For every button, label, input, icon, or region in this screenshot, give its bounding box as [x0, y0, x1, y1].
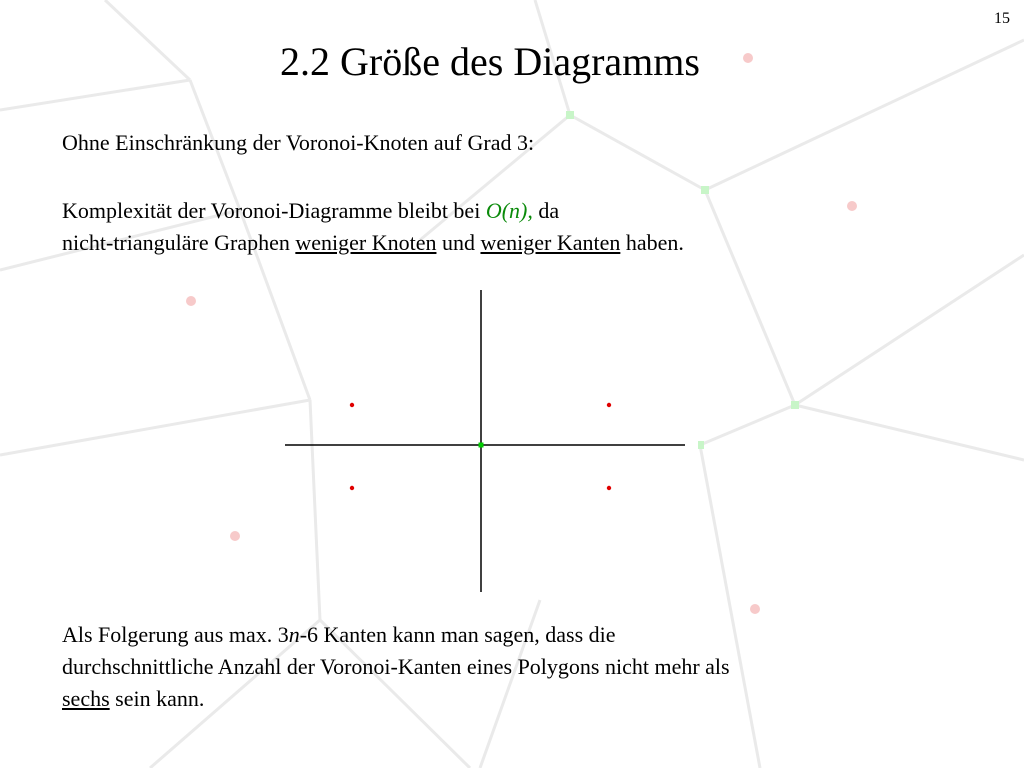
conclusion-line2: durchschnittliche Anzahl der Voronoi-Kanten eines Polygons nicht mehr als	[62, 654, 730, 679]
n-variable: n	[288, 622, 300, 647]
slide-number: 15	[994, 10, 1010, 27]
site-point-top-right	[607, 403, 611, 407]
voronoi-vertex	[479, 443, 484, 448]
conclusion-text-cont: -6 Kanten kann man sagen, dass die	[299, 622, 616, 647]
complexity-text-cont: da	[532, 198, 560, 223]
complexity-term: O(n),	[485, 198, 533, 223]
site-point-bottom-right	[607, 486, 611, 490]
conclusion-text: Als Folgerung aus max. 3	[62, 622, 289, 647]
fewer-nodes-term: weniger Knoten	[295, 230, 437, 255]
six-term: sechs	[62, 686, 110, 711]
graph-text-end: haben.	[620, 230, 684, 255]
paragraph-conclusion	[62, 619, 730, 715]
site-point-top-left	[350, 403, 354, 407]
and-text: und	[436, 230, 481, 255]
conclusion-line3: sein kann.	[109, 686, 205, 711]
paragraph-degree-restriction: Ohne Einschränkung der Voronoi-Knoten auf Grad 3:	[62, 130, 535, 155]
graph-text: nicht-trianguläre Graphen	[62, 230, 296, 255]
complexity-text: Komplexität der Voronoi-Diagramme bleibt bei	[62, 198, 486, 223]
fewer-edges-term: weniger Kanten	[480, 230, 621, 255]
slide-title: 2.2 Größe des Diagramms	[280, 39, 700, 84]
site-point-bottom-left	[350, 486, 354, 490]
